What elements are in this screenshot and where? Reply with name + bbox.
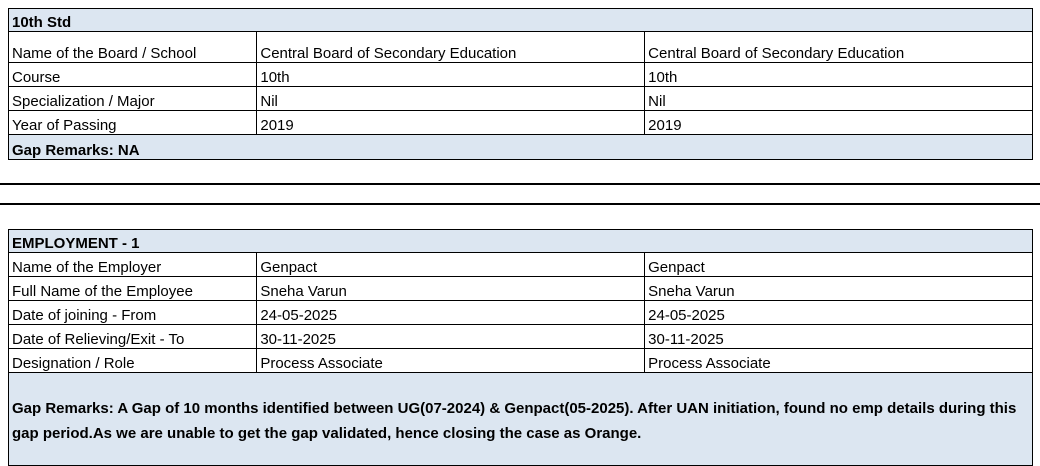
- education-table: [8, 8, 1033, 160]
- row-label: Specialization / Major: [9, 87, 257, 111]
- row-label: Date of joining - From: [9, 301, 257, 325]
- row-value-2: 10th: [645, 63, 1033, 87]
- row-value-2: 30-11-2025: [645, 325, 1033, 349]
- section-title: EMPLOYMENT - 1: [9, 230, 1033, 253]
- row-value-1: Sneha Varun: [257, 277, 645, 301]
- gap-remarks-row: [9, 135, 1033, 160]
- row-label: Name of the Employer: [9, 253, 257, 277]
- separator-line: [0, 203, 1040, 205]
- gap-remarks-row: [9, 373, 1033, 466]
- row-label: Date of Relieving/Exit - To: [9, 325, 257, 349]
- row-label: Year of Passing: [9, 111, 257, 135]
- row-value-2: Sneha Varun: [645, 277, 1033, 301]
- row-value-2: 2019: [645, 111, 1033, 135]
- table-row: [9, 111, 1033, 135]
- table-row: [9, 32, 1033, 63]
- row-label: Course: [9, 63, 257, 87]
- row-value-1: 10th: [257, 63, 645, 87]
- table-header-row: [9, 230, 1033, 253]
- table-header-row: [9, 9, 1033, 32]
- row-value-1: 2019: [257, 111, 645, 135]
- table-row: [9, 301, 1033, 325]
- table-row: [9, 325, 1033, 349]
- employment-table: [8, 229, 1033, 466]
- row-value-1: 30-11-2025: [257, 325, 645, 349]
- row-label: Designation / Role: [9, 349, 257, 373]
- separator-line: [0, 183, 1040, 185]
- table-row: [9, 349, 1033, 373]
- table-row: [9, 277, 1033, 301]
- row-label: Name of the Board / School: [9, 32, 257, 63]
- section-title: 10th Std: [9, 9, 1033, 32]
- gap-remarks: Gap Remarks: NA: [9, 135, 1033, 160]
- row-value-1: Genpact: [257, 253, 645, 277]
- row-value-2: Process Associate: [645, 349, 1033, 373]
- row-value-1: Nil: [257, 87, 645, 111]
- row-value-2: 24-05-2025: [645, 301, 1033, 325]
- row-value-1: Central Board of Secondary Education: [257, 32, 645, 63]
- row-value-2: Nil: [645, 87, 1033, 111]
- row-value-2: Genpact: [645, 253, 1033, 277]
- row-label: Full Name of the Employee: [9, 277, 257, 301]
- table-row: [9, 87, 1033, 111]
- gap-remarks: Gap Remarks: A Gap of 10 months identified between UG(07-2024) & Genpact(05-2025). After UAN initiation, found no emp details during this gap period.As we are unable to get the gap validated, hence closing the case as Orange.: [9, 373, 1033, 466]
- row-value-1: Process Associate: [257, 349, 645, 373]
- table-row: [9, 63, 1033, 87]
- row-value-1: 24-05-2025: [257, 301, 645, 325]
- row-value-2: Central Board of Secondary Education: [645, 32, 1033, 63]
- table-row: [9, 253, 1033, 277]
